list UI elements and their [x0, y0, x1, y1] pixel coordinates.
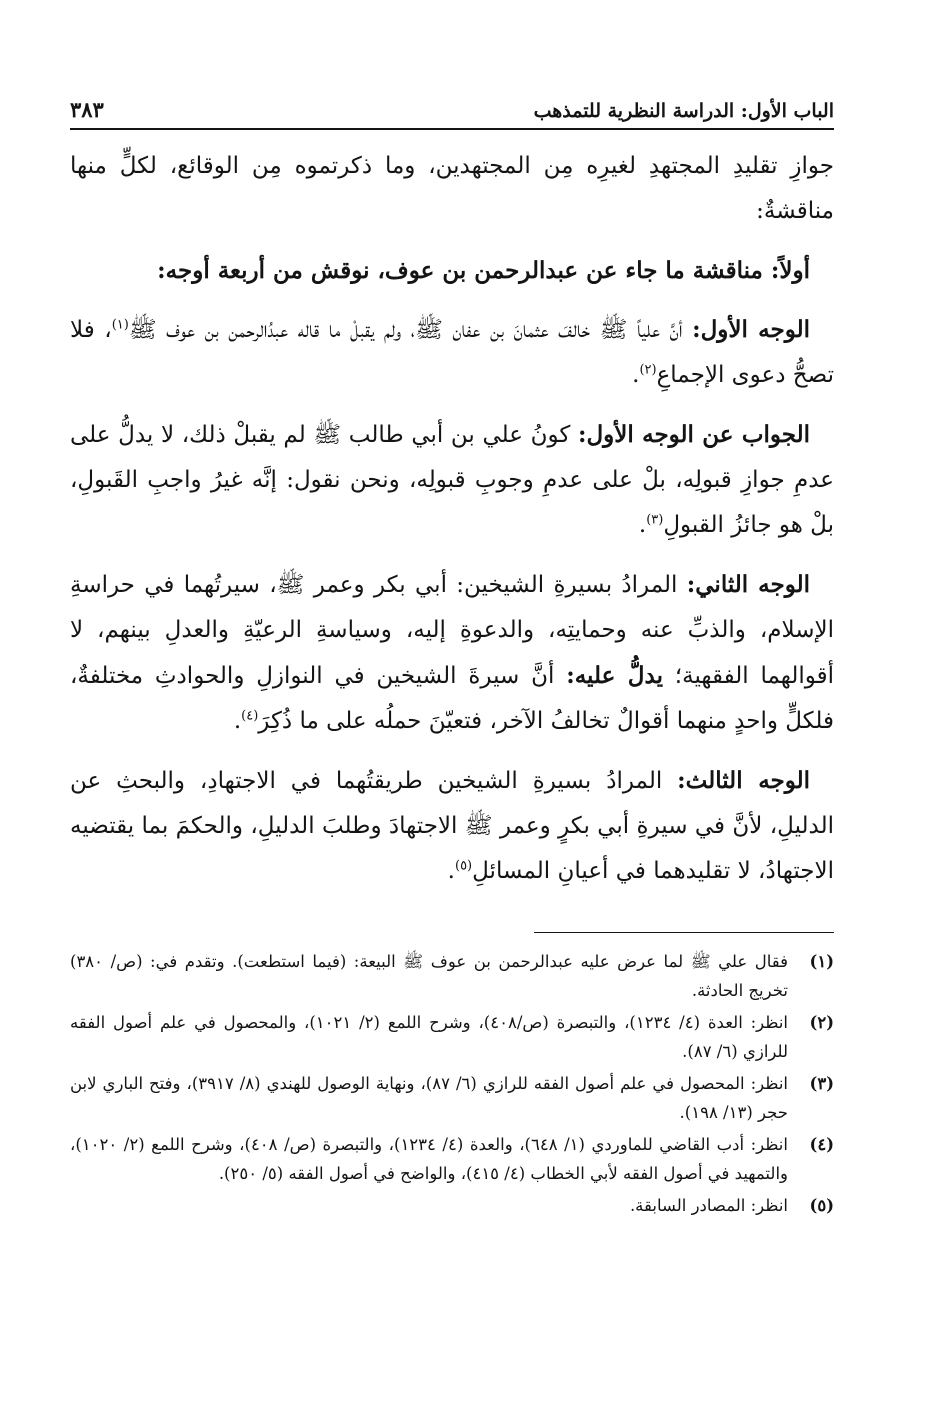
- paragraph-intro: [70, 144, 834, 234]
- aspect-label: الوجه الأول:: [692, 316, 810, 343]
- footnote-ref[interactable]: (٣): [646, 512, 664, 528]
- section-heading-text: أولاً: مناقشة ما جاء عن عبدالرحمن بن عوف، نوقش من أربعة أوجه:: [157, 257, 810, 284]
- paragraph-first-aspect: [70, 307, 834, 398]
- footnote-number: (٢): [809, 1013, 834, 1032]
- paragraph-end: .: [233, 708, 242, 734]
- paragraph-text: أنَّ سيرةَ الشيخين في النوازلِ والحوادثِ مختلفةٌ، فلكلٍّ واحدٍ منهما أقوالٌ تخالفُ الآخر، فتعيّنَ حملُه على ما ذُكِرَ: [70, 663, 834, 734]
- footnote-item: [70, 1130, 834, 1188]
- paragraph-end: .: [447, 858, 455, 884]
- paragraph-second-aspect: [70, 562, 834, 744]
- footnote-item: [70, 1191, 834, 1220]
- footnote-text: انظر: أدب القاضي للماوردي (١/ ٦٤٨)، والعدة (٤/ ١٢٣٤)، والتبصرة (ص/ ٤٠٨)، وشرح اللمع (٢/ ١٠٢٠)، والتمهيد في أصول الفقه لأبي الخطاب (٤/ ٤١٥)، والواضح في أصول الفقه (٥/ ٢٥٠).: [70, 1135, 788, 1183]
- footnote-item: [70, 1069, 834, 1127]
- main-text: [70, 144, 834, 894]
- footnote-number: (١): [809, 952, 834, 971]
- paragraph-text: ، فلا تصحُّ دعوى الإجماعِ: [70, 317, 834, 388]
- paragraph-end: .: [638, 512, 647, 538]
- aspect-label: الوجه الثالث:: [677, 767, 811, 794]
- footnote-number: (٥): [809, 1196, 834, 1215]
- footnote-ref[interactable]: (١): [111, 317, 129, 333]
- section-heading: [70, 248, 834, 293]
- footnote-ref[interactable]: (٥): [454, 858, 473, 874]
- footnote-number: (٣): [809, 1074, 834, 1093]
- paragraph-text: جوازِ تقليدِ المجتهدِ لغيرِه مِن المجتهدين، وما ذكرتموه مِن الوقائع، لكلٍّ منها مناقشةٌ:: [70, 153, 834, 224]
- paragraph-third-aspect: [70, 758, 834, 894]
- footnote-ref[interactable]: (٤): [241, 708, 259, 724]
- paragraph-end: .: [632, 362, 640, 388]
- aspect-label: الوجه الثاني:: [686, 571, 811, 598]
- answer-label: الجواب عن الوجه الأول:: [577, 421, 810, 448]
- book-page: [70, 90, 834, 1350]
- footnote-text: انظر: المصادر السابقة.: [629, 1196, 788, 1215]
- paragraph-answer-first-aspect: [70, 412, 834, 548]
- evidence-label: يدلُّ عليه:: [566, 662, 663, 689]
- chapter-title: الباب الأول: الدراسة النظرية للتمذهب: [533, 100, 834, 122]
- footnote-number: (٤): [809, 1135, 834, 1154]
- footnote-text: انظر: المحصول في علم أصول الفقه للرازي (٦/ ٨٧)، ونهاية الوصول للهندي (٨/ ٣٩١٧)، وفتح الباري لابن حجر (١٣/ ١٩٨).: [70, 1074, 788, 1122]
- footnote-text: فقال علي ﷺ لما عرض عليه عبدالرحمن بن عوف ﷺ البيعة: (فيما استطعت). وتقدم في: (ص/ ٣٨٠) تخريج الحادثة.: [70, 952, 788, 1000]
- paragraph-text: المرادُ بسيرةِ الشيخين: أبي بكر وعمر ﷺ، سيرتُهما في حراسةِ الإسلام، والذبِّ عنه وحمايتِه، والدعوةِ إليه، وسياسةِ الرعيّةِ والعدلِ بينهم، لا أقوالهما الفقهية؛: [70, 572, 835, 689]
- paragraph-text: المرادُ بسيرةِ الشيخين طريقتُهما في الاجتهادِ، والبحثِ عن الدليلِ، لأنَّ في سيرةِ أبي بكرٍ وعمر ﷺ الاجتهادَ وطلبَ الدليلِ، والحكمَ بما يقتضيه الاجتهادُ، لا تقليدهما في أعيانِ المسائلِ: [70, 768, 834, 884]
- footnotes: [70, 947, 834, 1220]
- footnote-divider: [534, 932, 834, 933]
- footnote-ref[interactable]: (٢): [639, 362, 657, 378]
- running-header: [70, 90, 834, 130]
- footnote-text: انظر: العدة (٤/ ١٢٣٤)، والتبصرة (ص/٤٠٨)، وشرح اللمع (٢/ ١٠٢١)، والمحصول في علم أصول الفقه للرازي (٦/ ٨٧).: [70, 1013, 789, 1061]
- footnote-item: [70, 1008, 834, 1066]
- paragraph-text: كونُ علي بن أبي طالب ﷺ لم يقبلْ ذلك، لا يدلُّ على عدمِ جوازِ قبولِه، بلْ على عدمِ وجوبِ قبولِه، ونحن نقول: إنَّه غيرُ واجبِ القَبولِ، بلْ هو جائزُ القبولِ: [70, 422, 834, 538]
- paragraph-text: أنَّ علياً ﷺ خالفَ عثمانَ بن عفان ﷺ، ولم يقبلْ ما قاله عبدُالرحمن بن عوف ﷺ: [128, 317, 683, 343]
- footnote-rule-wrap: [70, 908, 834, 947]
- page-number: ٣٨٣: [70, 97, 104, 122]
- footnote-item: [70, 947, 834, 1005]
